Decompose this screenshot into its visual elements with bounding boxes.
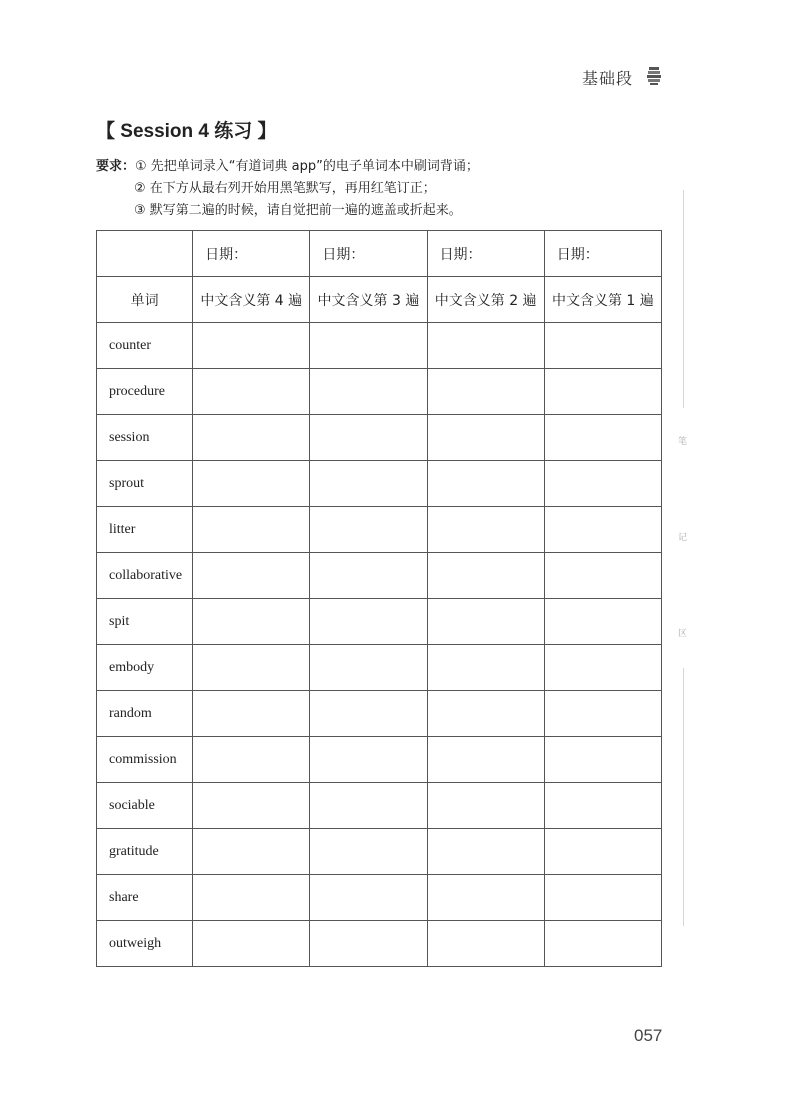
meaning-answer-cell[interactable] [193, 737, 310, 783]
book-tower-logo-icon [646, 66, 662, 86]
meaning-answer-cell[interactable] [427, 415, 544, 461]
meaning-answer-cell[interactable] [193, 415, 310, 461]
word-cell: sociable [97, 783, 193, 829]
meaning-answer-cell[interactable] [544, 875, 661, 921]
meaning-answer-cell[interactable] [427, 645, 544, 691]
meaning-answer-cell[interactable] [193, 645, 310, 691]
meaning-answer-cell[interactable] [544, 783, 661, 829]
word-cell: outweigh [97, 921, 193, 967]
meaning-column-header: 中文含义第 2 遍 [427, 277, 544, 323]
meaning-answer-cell[interactable] [544, 323, 661, 369]
meaning-answer-cell[interactable] [427, 829, 544, 875]
meaning-answer-cell[interactable] [544, 507, 661, 553]
header-row [97, 277, 662, 323]
word-cell: litter [97, 507, 193, 553]
meaning-answer-cell[interactable] [193, 599, 310, 645]
meaning-answer-cell[interactable] [310, 875, 427, 921]
meaning-answer-cell[interactable] [310, 737, 427, 783]
meaning-answer-cell[interactable] [310, 323, 427, 369]
word-cell: embody [97, 645, 193, 691]
word-cell: spit [97, 599, 193, 645]
meaning-answer-cell[interactable] [310, 691, 427, 737]
meaning-answer-cell[interactable] [310, 829, 427, 875]
meaning-answer-cell[interactable] [193, 691, 310, 737]
table-row [97, 875, 662, 921]
meaning-answer-cell[interactable] [544, 737, 661, 783]
meaning-answer-cell[interactable] [193, 783, 310, 829]
meaning-answer-cell[interactable] [310, 921, 427, 967]
meaning-column-header: 中文含义第 4 遍 [193, 277, 310, 323]
table-row [97, 461, 662, 507]
word-column-header: 单词 [97, 277, 193, 323]
word-cell: gratitude [97, 829, 193, 875]
date-cell[interactable]: 日期： [310, 231, 427, 277]
section-label: 基础段 [581, 69, 633, 88]
table-row [97, 921, 662, 967]
meaning-answer-cell[interactable] [544, 369, 661, 415]
meaning-answer-cell[interactable] [544, 599, 661, 645]
table-row [97, 323, 662, 369]
date-row [97, 231, 662, 277]
requirement-item: ② 在下方从最右列开始用黑笔默写，再用红笔订正； [134, 181, 436, 196]
requirements [96, 156, 479, 222]
meaning-answer-cell[interactable] [427, 921, 544, 967]
meaning-answer-cell[interactable] [310, 415, 427, 461]
meaning-answer-cell[interactable] [544, 691, 661, 737]
meaning-column-header: 中文含义第 1 遍 [544, 277, 661, 323]
table-row [97, 783, 662, 829]
table-row [97, 829, 662, 875]
word-cell: procedure [97, 369, 193, 415]
word-cell: random [97, 691, 193, 737]
meaning-answer-cell[interactable] [427, 691, 544, 737]
meaning-answer-cell[interactable] [427, 369, 544, 415]
meaning-answer-cell[interactable] [427, 599, 544, 645]
table-row [97, 599, 662, 645]
meaning-answer-cell[interactable] [427, 323, 544, 369]
notes-divider-bottom [683, 668, 684, 926]
table-row [97, 507, 662, 553]
table-row [97, 415, 662, 461]
meaning-answer-cell[interactable] [193, 507, 310, 553]
date-cell[interactable]: 日期： [544, 231, 661, 277]
meaning-answer-cell[interactable] [310, 369, 427, 415]
notes-label-char: 记 [678, 533, 688, 543]
meaning-answer-cell[interactable] [193, 323, 310, 369]
meaning-answer-cell[interactable] [193, 461, 310, 507]
meaning-answer-cell[interactable] [310, 461, 427, 507]
requirements-label: 要求： [96, 159, 136, 174]
word-cell: collaborative [97, 553, 193, 599]
meaning-answer-cell[interactable] [427, 737, 544, 783]
practice-table [96, 230, 662, 967]
session-title: 【 Session 4 练习 】 [96, 121, 277, 142]
meaning-answer-cell[interactable] [544, 645, 661, 691]
meaning-answer-cell[interactable] [544, 415, 661, 461]
meaning-answer-cell[interactable] [544, 921, 661, 967]
meaning-answer-cell[interactable] [310, 783, 427, 829]
word-cell: share [97, 875, 193, 921]
meaning-answer-cell[interactable] [193, 553, 310, 599]
date-cell[interactable]: 日期： [193, 231, 310, 277]
table-row [97, 691, 662, 737]
table-row [97, 553, 662, 599]
requirement-item: ③ 默写第二遍的时候，请自觉把前一遍的遮盖或折起来。 [134, 203, 462, 218]
meaning-answer-cell[interactable] [193, 875, 310, 921]
meaning-answer-cell[interactable] [193, 369, 310, 415]
meaning-answer-cell[interactable] [544, 553, 661, 599]
date-row-blank [97, 231, 193, 277]
table-row [97, 737, 662, 783]
requirement-line-2 [96, 178, 479, 200]
meaning-answer-cell[interactable] [427, 507, 544, 553]
meaning-answer-cell[interactable] [310, 553, 427, 599]
meaning-answer-cell[interactable] [310, 645, 427, 691]
word-cell: sprout [97, 461, 193, 507]
table-row [97, 369, 662, 415]
requirement-line-3 [96, 200, 479, 222]
meaning-answer-cell[interactable] [427, 461, 544, 507]
page-number: 057 [634, 1026, 663, 1045]
table-row [97, 645, 662, 691]
meaning-answer-cell[interactable] [544, 829, 661, 875]
notes-label-char: 笔 [678, 437, 688, 447]
meaning-column-header: 中文含义第 3 遍 [310, 277, 427, 323]
meaning-answer-cell[interactable] [193, 921, 310, 967]
meaning-answer-cell[interactable] [193, 829, 310, 875]
notes-label-char: 区 [678, 629, 688, 639]
requirement-line-1 [96, 156, 479, 178]
meaning-answer-cell[interactable] [427, 553, 544, 599]
word-cell: counter [97, 323, 193, 369]
meaning-answer-cell[interactable] [310, 599, 427, 645]
date-cell[interactable]: 日期： [427, 231, 544, 277]
meaning-answer-cell[interactable] [310, 507, 427, 553]
meaning-answer-cell[interactable] [427, 783, 544, 829]
word-cell: commission [97, 737, 193, 783]
notes-divider-top [683, 190, 684, 408]
word-cell: session [97, 415, 193, 461]
meaning-answer-cell[interactable] [427, 875, 544, 921]
requirement-item: ① 先把单词录入“有道词典 app”的电子单词本中刷词背诵； [135, 159, 479, 174]
meaning-answer-cell[interactable] [544, 461, 661, 507]
